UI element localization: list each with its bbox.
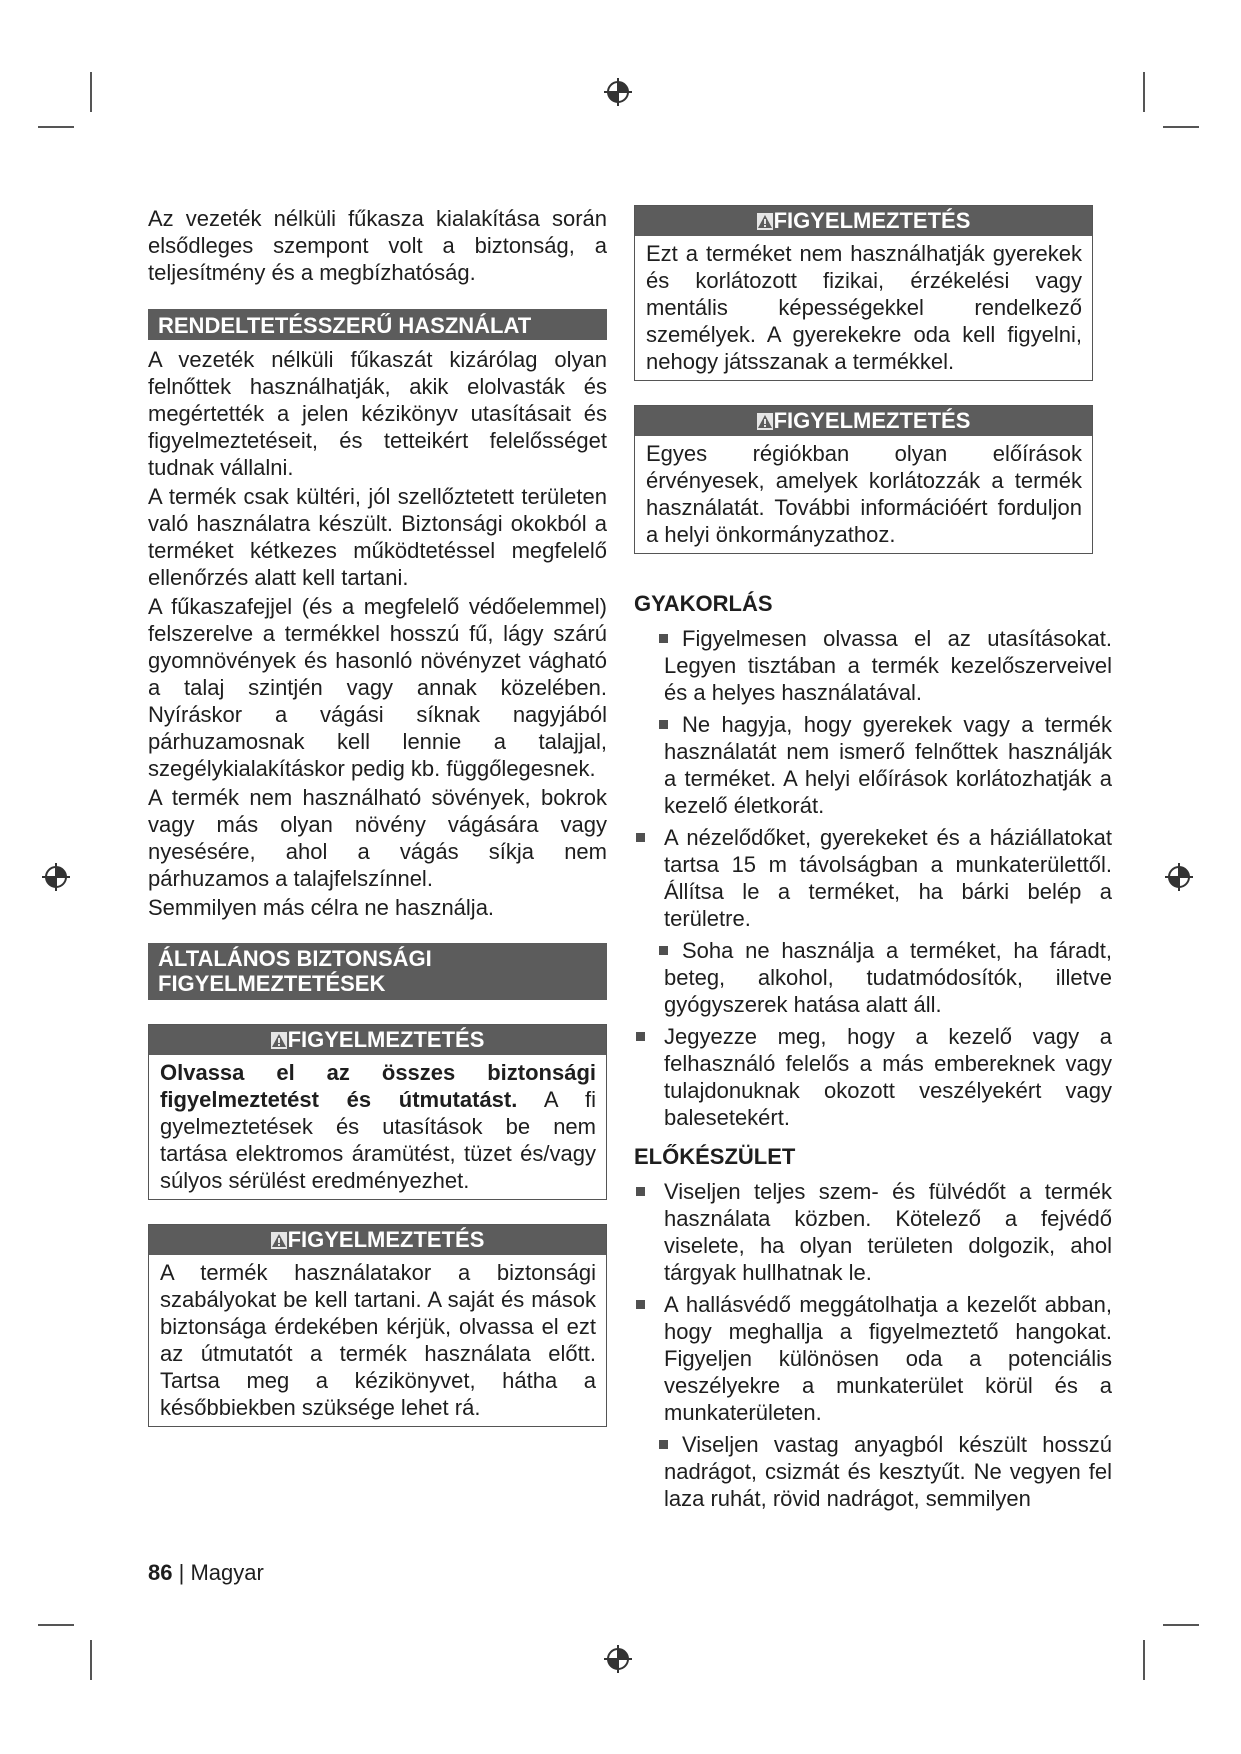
warning-box [634,405,1093,554]
section-heading-general-safety [148,943,607,1000]
crop-mark-tr-horizontal [1163,126,1199,128]
left-column [148,205,607,1451]
bullet-square-icon [659,720,668,729]
warning-box [634,205,1093,381]
registration-mark-icon [603,77,633,107]
list-item-text: Ne hagyja, hogy gyerekek vagy a termék használatát nem ismerő felnőttek használják a terméket. A helyi előírások korlátozhatják a kezelő életkorát. [664,712,1112,818]
list-item [634,1178,1112,1286]
section-heading-intended-use: RENDELTETÉSSZERŰ HASZNÁLAT [148,309,607,340]
crop-mark-br-horizontal [1163,1624,1199,1626]
warning-triangle-icon [757,413,773,430]
list-item [634,824,1112,932]
crop-mark-tl-horizontal [38,126,74,128]
section-heading-preparation: ELŐKÉSZÜLET [634,1144,796,1169]
bullet-square-icon [659,634,668,643]
paragraph: A fűkaszafejjel (és a megfelelő védőelemmel) felszerelve a termékkel hosszú fű, lágy szárú gyomnövények és hasonló növényzet vágható a talaj szintjén vagy annak közelében. Nyíráskor a vágási síknak nagyjából párhuzamosnak kell lennie a talajjal, szegélykialakításkor pedig kb. függőlegesnek. [148,594,607,781]
paragraph: Semmilyen más célra ne használja. [148,895,495,920]
paragraph: A termék csak kültéri, jól szellőztetett területen való használatra készült. Biztonsági okokból a terméket kétkezes működtetéssel megfelelő ellenőrzés alatt kell tartani. [148,484,607,590]
warning-header [149,1225,606,1255]
list-item-text: A hallásvédő meggátolhatja a kezelőt abban, hogy meghallja a figyelmeztető hangokat. Figyeljen különösen oda a potenciális veszélyekre a munkaterület körül és a munkaterületen. [664,1292,1112,1425]
list-item [634,1291,1112,1426]
section-heading-practice: GYAKORLÁS [634,591,773,616]
warning-header [635,406,1092,436]
registration-mark-icon [603,1644,633,1674]
warning-triangle-icon [271,1232,287,1249]
warning-box [148,1024,607,1200]
list-item-text: Jegyezze meg, hogy a kezelő vagy a felhasználó felelős a más embereknek vagy tulajdonuknak okozott veszélyekért vagy balesetekért. [664,1024,1112,1130]
page-number: 86 [148,1560,173,1585]
warning-header [149,1025,606,1055]
warning-box [148,1224,607,1427]
warning-body: Egyes régiókban olyan előírások érvényesek, amelyek korlátozzák a termék használatát. További információért forduljon a helyi önkormányzathoz. [646,441,1082,547]
section-heading-line: ÁLTALÁNOS BIZTONSÁGI [158,946,432,971]
paragraph: A termék nem használható sövények, bokrok vagy más olyan növény vágására vagy nyesésére, ahol a vágás síkja nem párhuzamos a talajfelszínnel. [148,785,607,891]
crop-mark-bl-horizontal [38,1624,74,1626]
bullet-square-icon [636,1300,645,1309]
list-item [634,625,1112,706]
bullet-square-icon [659,946,668,955]
registration-mark-icon [1164,862,1194,892]
registration-mark-icon [41,862,71,892]
warning-title: FIGYELMEZTETÉS [287,1027,485,1052]
practice-list [634,625,1112,1131]
warning-header [635,206,1092,236]
bullet-square-icon [636,833,645,842]
list-item-text: A nézelődőket, gyerekeket és a háziállatokat tartsa 15 m távolságban a munkaterülettől. Állítsa le a terméket, ha bárki belép a területre. [664,825,1112,931]
crop-mark-tr-vertical [1143,72,1145,112]
crop-mark-tl-vertical [90,72,92,112]
warning-body [149,1055,606,1199]
bullet-square-icon [636,1032,645,1041]
section-heading-line: FIGYELMEZTETÉSEK [158,971,386,996]
warning-title: FIGYELMEZTETÉS [773,408,971,433]
crop-mark-br-vertical [1143,1640,1145,1680]
warning-text: A fi gyelmeztetések és utasítások be nem tartása elektromos áramütést, tüzet és/vagy súlyos sérülést eredményezhet. [160,1087,596,1193]
list-item-text: Viseljen vastag anyagból készült hosszú nadrágot, csizmát és kesztyűt. Ne vegyen fel laza ruhát, rövid nadrágot, semmilyen [664,1432,1112,1511]
right-column [634,205,1114,1517]
list-item [634,711,1112,819]
list-item [634,1431,1112,1512]
footer-separator: | [178,1560,185,1585]
paragraph: A vezeték nélküli fűkaszát kizárólag olyan felnőttek használhatják, akik elolvasták és megértették a jelen kézikönyv utasításait és figyelmeztetéseit, és tetteikért felelősséget tudnak vállalni. [148,347,607,480]
bullet-square-icon [659,1440,668,1449]
preparation-list [634,1178,1112,1512]
warning-body: Ezt a terméket nem használhatják gyerekek és korlátozott fizikai, érzékelési vagy mentális képességekkel rendelkező személyek. A gyerekekre oda kell figyelni, nehogy játsszanak a termékkel. [646,241,1082,374]
page-footer [148,1560,264,1586]
warning-bold-text: Olvassa el az összes biztonsági figyelmeztetést és útmutatást. [160,1060,596,1112]
list-item [634,1023,1112,1131]
list-item-text: Soha ne használja a terméket, ha fáradt, beteg, alkohol, tudatmódosítók, illetve gyógyszerek hatása alatt áll. [664,938,1112,1017]
intro-paragraph: Az vezeték nélküli fűkasza kialakítása során elsődleges szempont volt a biztonság, a teljesítmény és a megbízhatóság. [148,206,607,285]
warning-body: A termék használatakor a biztonsági szabályokat be kell tartani. A saját és mások biztonsága érdekében kérjük, olvassa el ezt az útmutatót a termék használata előtt. Tartsa meg a kézikönyvet, hátha a későbbiekben szüksége lehet rá. [160,1260,596,1420]
warning-triangle-icon [271,1032,287,1049]
warning-title: FIGYELMEZTETÉS [773,208,971,233]
footer-language: Magyar [190,1560,264,1585]
bullet-square-icon [636,1187,645,1196]
list-item-text: Figyelmesen olvassa el az utasításokat. Legyen tisztában a termék kezelőszerveivel és a helyes használatával. [664,626,1112,705]
warning-triangle-icon [757,213,773,230]
crop-mark-bl-vertical [90,1640,92,1680]
list-item-text: Viseljen teljes szem- és fülvédőt a termék használata közben. Kötelező a fejvédő viselete, ha olyan területen dolgozik, ahol tárgyak hullhatnak le. [664,1179,1112,1285]
warning-title: FIGYELMEZTETÉS [287,1227,485,1252]
list-item [634,937,1112,1018]
